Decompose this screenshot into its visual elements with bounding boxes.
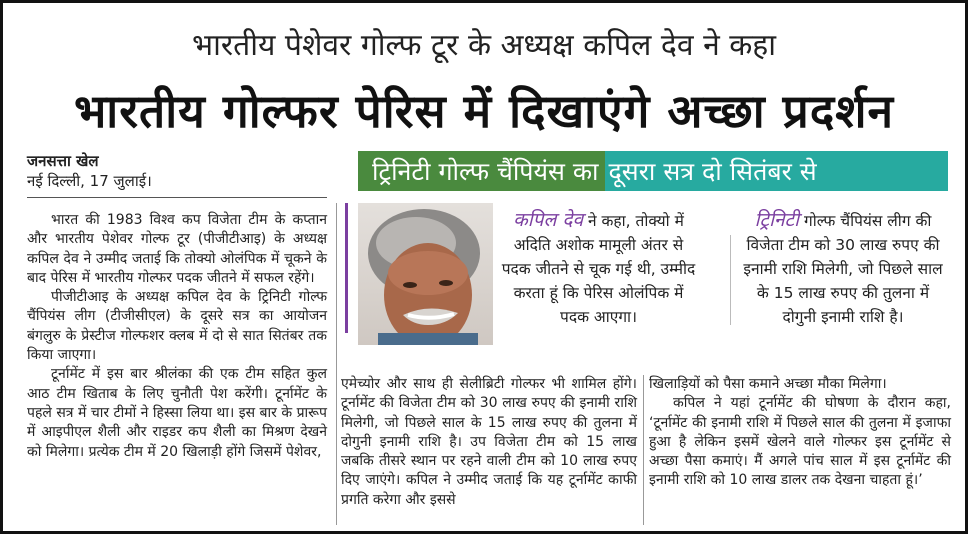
paragraph: एमेच्योर और साथ ही सेलीब्रिटी गोल्फर भी शामिल होंगे। टूर्नामेंट की विजेता टीम को 30 लाख रुपए की इनामी राशि मिलेगी, जो पिछले साल के 15 लाख रुपए की तुलना में दोगुनी इनामी राशि है। उप विजेता टीम को 15 लाख जबकि तीसरे स्थान पर रहने वाली टीम को 10 लाख रुपए दिए जाएंगे। कपिल ने उम्मीद जताई कि यह टूर्नामेंट काफी प्रगति करेगा और इससे [341, 376, 637, 508]
main-headline: भारतीय गोल्फर पेरिस में दिखाएंगे अच्छा प्रदर्शन [73, 84, 895, 138]
column-divider [336, 203, 337, 525]
banner-part-teal: दूसरा सत्र दो सितंबर से [605, 151, 948, 191]
quote-text: ने कहा, तोक्यो में अदिति अशोक मामूली अंतर से पदक जीतने से चूक गई थी, उम्मीद करता हूं कि पेरिस ओलंपिक में पदक आएगा। [501, 212, 696, 326]
article-column-middle [341, 375, 637, 510]
paragraph: टूर्नामेंट में इस बार श्रीलंका की एक टीम सहित कुल आठ टीम खिताब के लिए चुनौती पेश करेंगी। टूर्नामेंट के पहले सत्र में चार टीमों ने हिस्सा लिया था। इस बार के प्रारूप में आइपीएल शैली और राइडर कप शैली का मिश्रण देखने को मिलेगा। प्रत्येक टीम में 20 खिलाड़ी होंगे जिसमें पेशेवर, [27, 366, 327, 460]
byline [27, 151, 327, 198]
column-divider [643, 375, 644, 525]
paragraph: खिलाड़ियों को पैसा कमाने अच्छा मौका मिलेगा। [649, 376, 887, 392]
paragraph: पीजीटीआइ के अध्यक्ष कपिल देव के ट्रिनिटी गोल्फ चैंपियंस लीग (टीजीसीएल) के दूसरे सत्र का आयोजन बंगलुरु के प्रेस्टीज गोल्फशर क्लब में दो से सात सितंबर तक किया जाएगा। [27, 289, 327, 364]
article-column-left [27, 211, 327, 462]
subhead-banner [358, 151, 948, 191]
kicker-headline: भारतीय पेशेवर गोल्फ टूर के अध्यक्ष कपिल देव ने कहा [191, 28, 776, 63]
article-column-right [649, 375, 951, 491]
byline-source: जनसत्ता खेल [27, 152, 99, 170]
quote-highlight: कपिल देव [513, 209, 584, 231]
banner-part-green: ट्रिनिटी गोल्फ चैंपियंस का [358, 151, 605, 191]
accent-bar [345, 203, 348, 333]
paragraph: भारत की 1983 विश्व कप विजेता टीम के कप्तान और भारतीय पेशेवर गोल्फ टूर (पीजीटीआइ) के अध्यक्ष कपिल देव ने उम्मीद जताई कि तोक्यो ओलंपिक में चूकने के बाद पेरिस में भारतीय गोल्फर पदक जीतने में सफल रहेंगे। [27, 212, 327, 286]
quote-divider [730, 235, 731, 325]
kapil-dev-photo [358, 203, 493, 345]
pull-quote-kapil [501, 208, 696, 329]
paragraph: कपिल ने यहां टूर्नामेंट की घोषणा के दौरान कहा, ‘टूर्नामेंट की इनामी राशि में पिछले साल की तुलना में इजाफा हुआ है लेकिन इसमें खेलने वाले गोल्फर इस टूर्नामेंट से अच्छा पैसा कमाएं। मैं अगले पांच साल में इस टूर्नामेंट की इनामी राशि को 10 लाख डालर तक देखना चाहता हूं।’ [649, 395, 951, 489]
quote-text: गोल्फ चैंपियंस लीग की विजेता टीम को 30 लाख रुपए की इनामी राशि मिलेगी, जो पिछले साल के 15 लाख रुपए की तुलना में दोगुनी इनामी राशि है। [743, 212, 943, 326]
quote-highlight: ट्रिनिटी [754, 209, 800, 231]
pull-quote-trinity [738, 208, 948, 329]
byline-dateline: नई दिल्ली, 17 जुलाई। [27, 172, 152, 190]
